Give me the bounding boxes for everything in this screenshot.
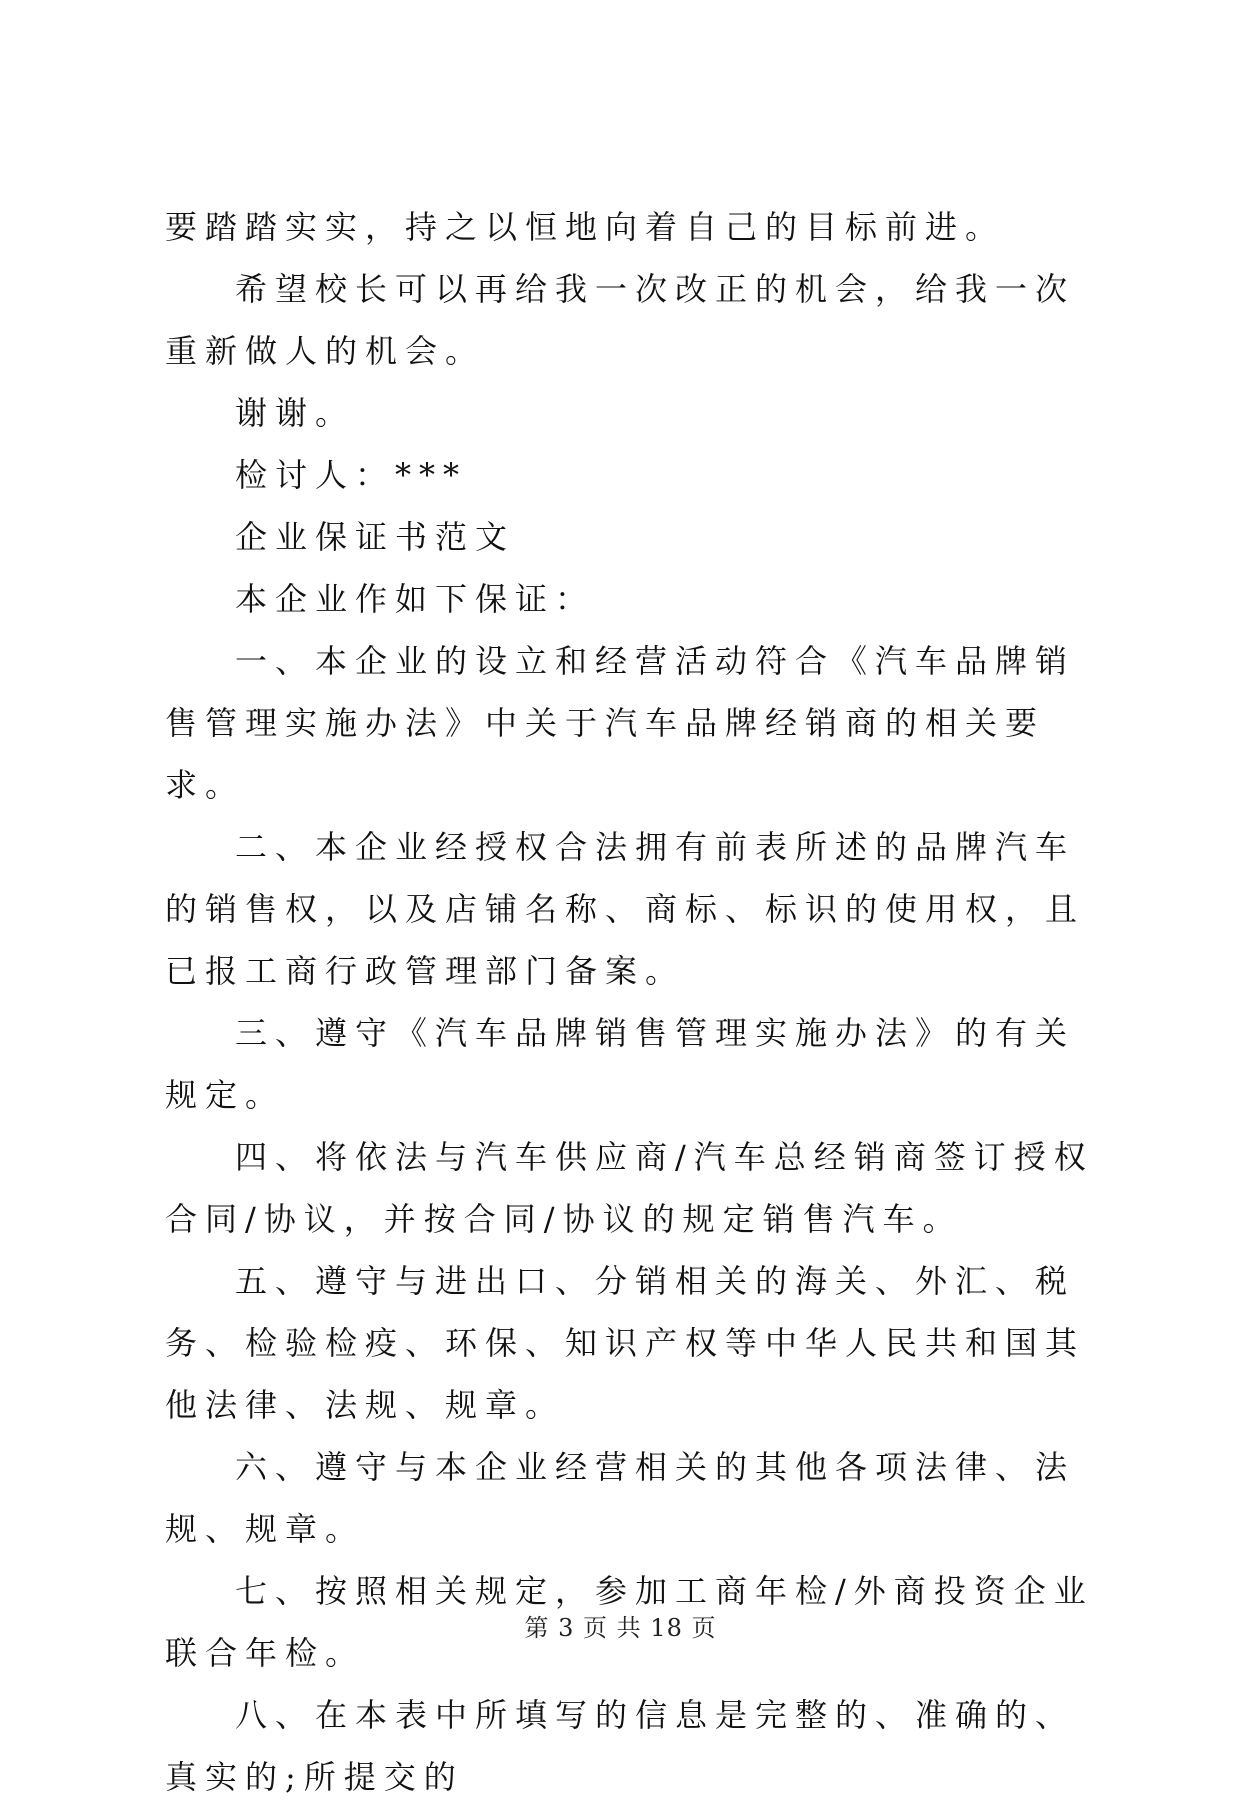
clause-3: 三、遵守《汽车品牌销售管理实施办法》的有关规定。 (165, 1014, 1076, 1114)
clause-7: 七、按照相关规定，参加工商年检/外商投资企业联合年检。 (165, 1572, 1094, 1672)
paragraph: 要踏踏实实，持之以恒地向着自己的目标前进。 (165, 208, 1006, 246)
paragraph: 本企业作如下保证： (235, 580, 596, 618)
signature-line: 检讨人：*** (235, 456, 468, 494)
clause-6: 六、遵守与本企业经营相关的其他各项法律、法规、规章。 (165, 1448, 1076, 1548)
document-body (165, 196, 1100, 1808)
clause-5: 五、遵守与进出口、分销相关的海关、外汇、税务、检验检疫、环保、知识产权等中华人民共和国其他法律、法规、规章。 (165, 1262, 1086, 1424)
clause-1: 一、本企业的设立和经营活动符合《汽车品牌销售管理实施办法》中关于汽车品牌经销商的相关要求。 (165, 642, 1076, 804)
clause-8: 八、在本表中所填写的信息是完整的、准确的、真实的;所提交的 (165, 1696, 1076, 1796)
clause-2: 二、本企业经授权合法拥有前表所述的品牌汽车的销售权，以及店铺名称、商标、标识的使用权，且已报工商行政管理部门备案。 (165, 828, 1086, 990)
clause-4: 四、将依法与汽车供应商/汽车总经销商签订授权合同/协议，并按合同/协议的规定销售汽车。 (165, 1138, 1094, 1238)
paragraph: 谢谢。 (235, 394, 356, 432)
section-title: 企业保证书范文 (235, 518, 516, 556)
page-number-footer: 第 3 页 共 18 页 (524, 1614, 717, 1642)
paragraph: 希望校长可以再给我一次改正的机会，给我一次重新做人的机会。 (165, 270, 1076, 370)
